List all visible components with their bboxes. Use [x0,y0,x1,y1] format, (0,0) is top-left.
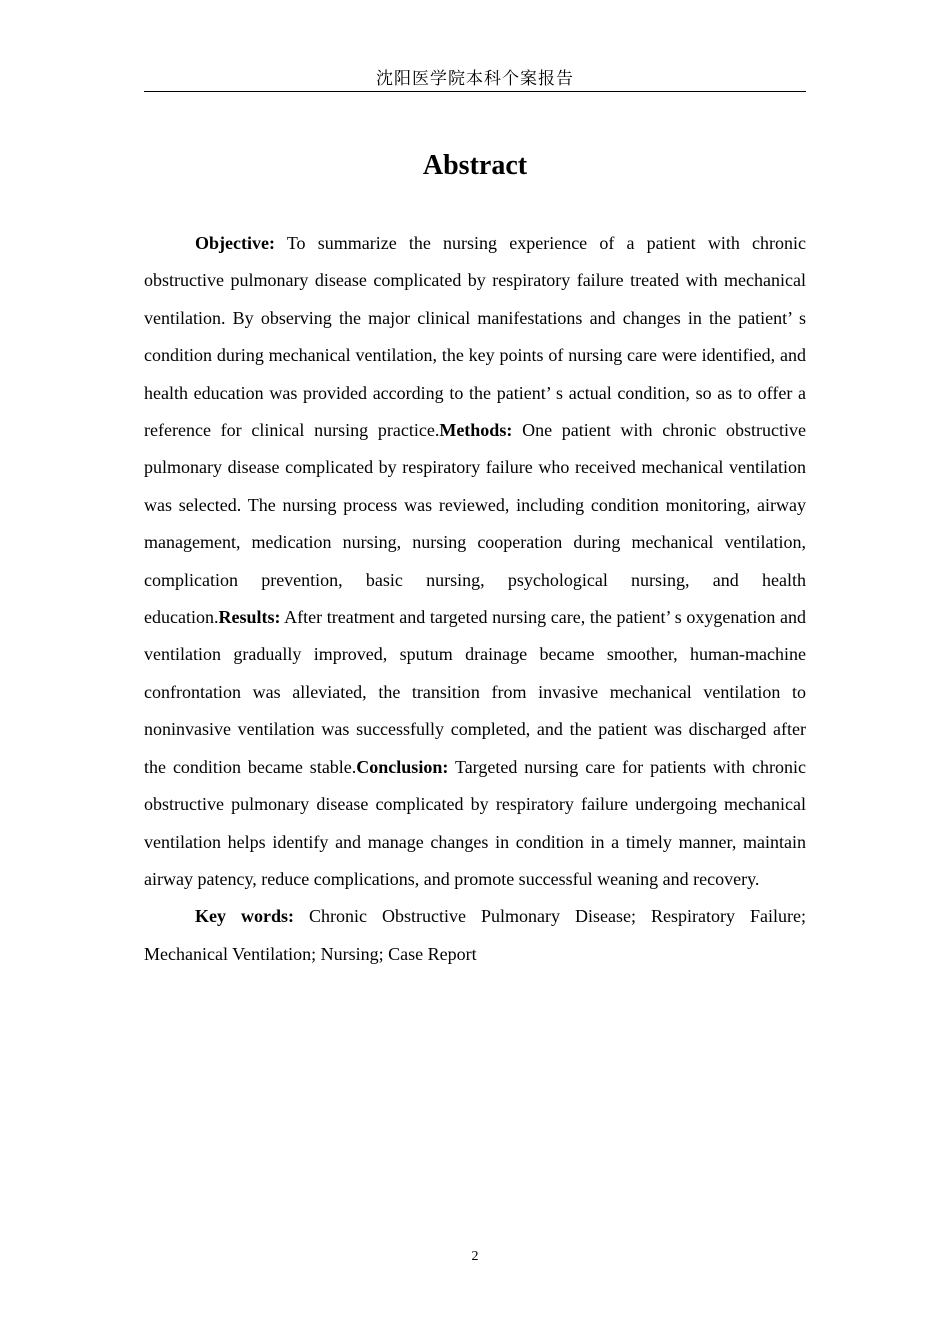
conclusion-label: Conclusion: [356,756,449,777]
conclusion-text: Targeted nursing care for patients with chronic obstructive pulmonary disease complicated by respiratory failure undergoing mechanical ventilation helps identify and manage changes in condition in a timely manner, maintain airway patency, reduce complications, and promote successful weaning and recovery. [144,756,806,889]
methods-text: One patient with chronic obstructive pulmonary disease complicated by respiratory failure who received mechanical ventilation was selected. The nursing process was reviewed, including condition monitoring, airway management, medication nursing, nursing cooperation during mechanical ventilation, complication prevention, basic nursing, psychological nursing, and health education. [144,420,806,628]
running-header: 沈阳医学院本科个案报告 [376,69,574,89]
results-label: Results: [218,607,281,628]
objective-label: Objective: [195,233,275,253]
methods-label: Methods: [439,420,513,441]
abstract-body [144,225,806,973]
results-text: After treatment and targeted nursing care, the patient’ s oxygenation and ventilation gradually improved, sputum drainage became smoother, human-machine confrontation was alleviated, the transition from invasive mechanical ventilation to noninvasive ventilation was successfully completed, and the patient was discharged after the condition became stable. [144,607,806,777]
keywords-text: Chronic Obstructive Pulmonary Disease; Respiratory Failure; Mechanical Ventilation; Nursing; Case Report [144,906,806,964]
keywords-paragraph [144,898,806,973]
page-number: 2 [471,1249,479,1264]
page-title: Abstract [422,150,528,181]
keywords-label: Key words: [195,906,294,927]
objective-text: To summarize the nursing experience of a patient with chronic obstructive pulmonary disease complicated by respiratory failure treated with mechanical ventilation. By observing the major clinical manifestations and changes in the patient’ s condition during mechanical ventilation, the key points of nursing care were identified, and health education was provided according to the patient’ s actual condition, so as to offer a reference for clinical nursing practice. [144,233,806,441]
abstract-paragraph [144,225,806,898]
header-rule [144,91,806,92]
